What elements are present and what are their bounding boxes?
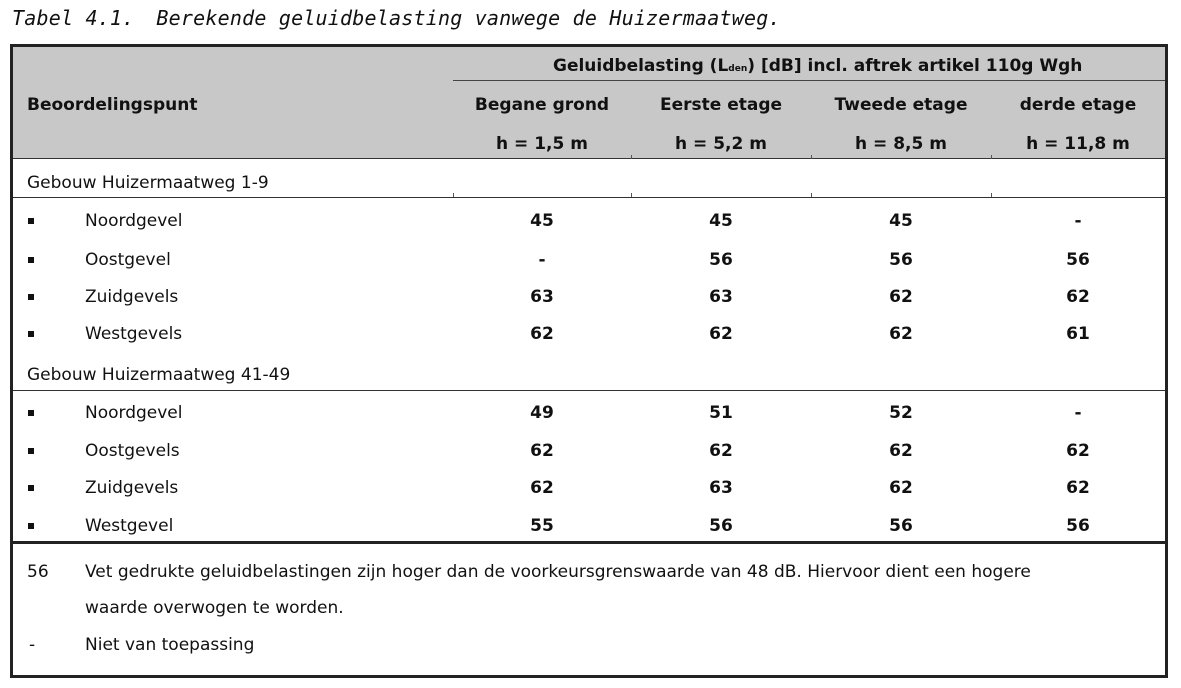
cell-value: 62	[709, 324, 733, 344]
bullet-icon	[28, 331, 34, 337]
cell-value: 62	[889, 441, 913, 461]
cell-value: 61	[1066, 324, 1090, 344]
table-header	[13, 47, 1165, 159]
cell-value: 45	[889, 211, 913, 231]
bullet-icon	[28, 523, 34, 529]
bullet-icon	[28, 257, 34, 263]
cell-value: 55	[530, 516, 554, 536]
column-height-begane-grond: h = 1,5 m	[496, 134, 588, 154]
group-divider	[13, 390, 1165, 391]
cell-value: 56	[889, 250, 913, 270]
row-label: Oostgevels	[85, 441, 180, 461]
column-header-derde-etage: derde etage	[1019, 95, 1137, 115]
note-key: -	[29, 635, 36, 655]
group-divider	[13, 197, 1165, 198]
cell-value: 62	[1066, 441, 1090, 461]
cell-value: 63	[709, 478, 733, 498]
row-label: Oostgevel	[85, 250, 171, 270]
cell-value: -	[538, 250, 546, 270]
bullet-icon	[28, 448, 34, 454]
cell-value: 56	[709, 516, 733, 536]
group-title-huizermaatweg-41-49: Gebouw Huizermaatweg 41-49	[27, 365, 291, 385]
column-height-derde-etage: h = 11,8 m	[1026, 134, 1130, 154]
cell-value: -	[1074, 211, 1082, 231]
row-label: Noordgevel	[85, 403, 183, 423]
note-key: 56	[27, 562, 49, 582]
column-header-tweede-etage: Tweede etage	[834, 95, 968, 115]
caption-number: Tabel 4.1.	[12, 6, 135, 30]
group-header-title: Geluidbelasting (Lden) [dB] incl. aftrek artikel 110g Wgh	[553, 56, 1083, 76]
cell-value: -	[1074, 403, 1082, 423]
notes-divider	[13, 541, 1165, 544]
bullet-icon	[28, 485, 34, 491]
cell-value: 62	[530, 324, 554, 344]
column-header-eerste-etage: Eerste etage	[659, 95, 783, 115]
cell-value: 62	[1066, 287, 1090, 307]
caption-title: Berekende geluidbelasting vanwege de Huizermaatweg.	[156, 6, 781, 30]
cell-value: 56	[1066, 250, 1090, 270]
row-label: Westgevels	[85, 324, 183, 344]
cell-value: 62	[709, 441, 733, 461]
bullet-icon	[28, 218, 34, 224]
column-divider-tick	[631, 155, 632, 159]
bullet-icon	[28, 294, 34, 300]
row-label: Noordgevel	[85, 211, 183, 231]
group-title-huizermaatweg-1-9: Gebouw Huizermaatweg 1-9	[27, 173, 269, 193]
noise-table	[10, 44, 1168, 678]
column-divider-tick	[991, 155, 992, 159]
cell-value: 56	[889, 516, 913, 536]
cell-value: 45	[709, 211, 733, 231]
row-label: Zuidgevels	[85, 287, 179, 307]
cell-value: 62	[530, 478, 554, 498]
column-height-tweede-etage: h = 8,5 m	[855, 134, 947, 154]
column-height-eerste-etage: h = 5,2 m	[675, 134, 767, 154]
cell-value: 62	[889, 324, 913, 344]
column-divider-tick	[811, 155, 812, 159]
row-label: Zuidgevels	[85, 478, 179, 498]
row-label: Westgevel	[85, 516, 174, 536]
row-label-header: Beoordelingspunt	[27, 95, 198, 115]
cell-value: 62	[889, 478, 913, 498]
note-text: Vet gedrukte geluidbelastingen zijn hoger dan de voorkeursgrenswaarde van 48 dB. Hiervoor dient een hogere	[85, 562, 1031, 582]
cell-value: 62	[889, 287, 913, 307]
cell-value: 45	[530, 211, 554, 231]
cell-value: 51	[709, 403, 733, 423]
cell-value: 56	[1066, 516, 1090, 536]
note-text-continued: waarde overwogen te worden.	[85, 598, 344, 618]
cell-value: 63	[709, 287, 733, 307]
cell-value: 62	[530, 441, 554, 461]
cell-value: 52	[889, 403, 913, 423]
cell-value: 56	[709, 250, 733, 270]
cell-value: 49	[530, 403, 554, 423]
table-caption	[12, 6, 781, 30]
cell-value: 63	[530, 287, 554, 307]
column-header-begane-grond: Begane grond	[474, 95, 610, 115]
bullet-icon	[28, 410, 34, 416]
group-header-underline	[453, 80, 1165, 81]
note-text: Niet van toepassing	[85, 635, 255, 655]
cell-value: 62	[1066, 478, 1090, 498]
